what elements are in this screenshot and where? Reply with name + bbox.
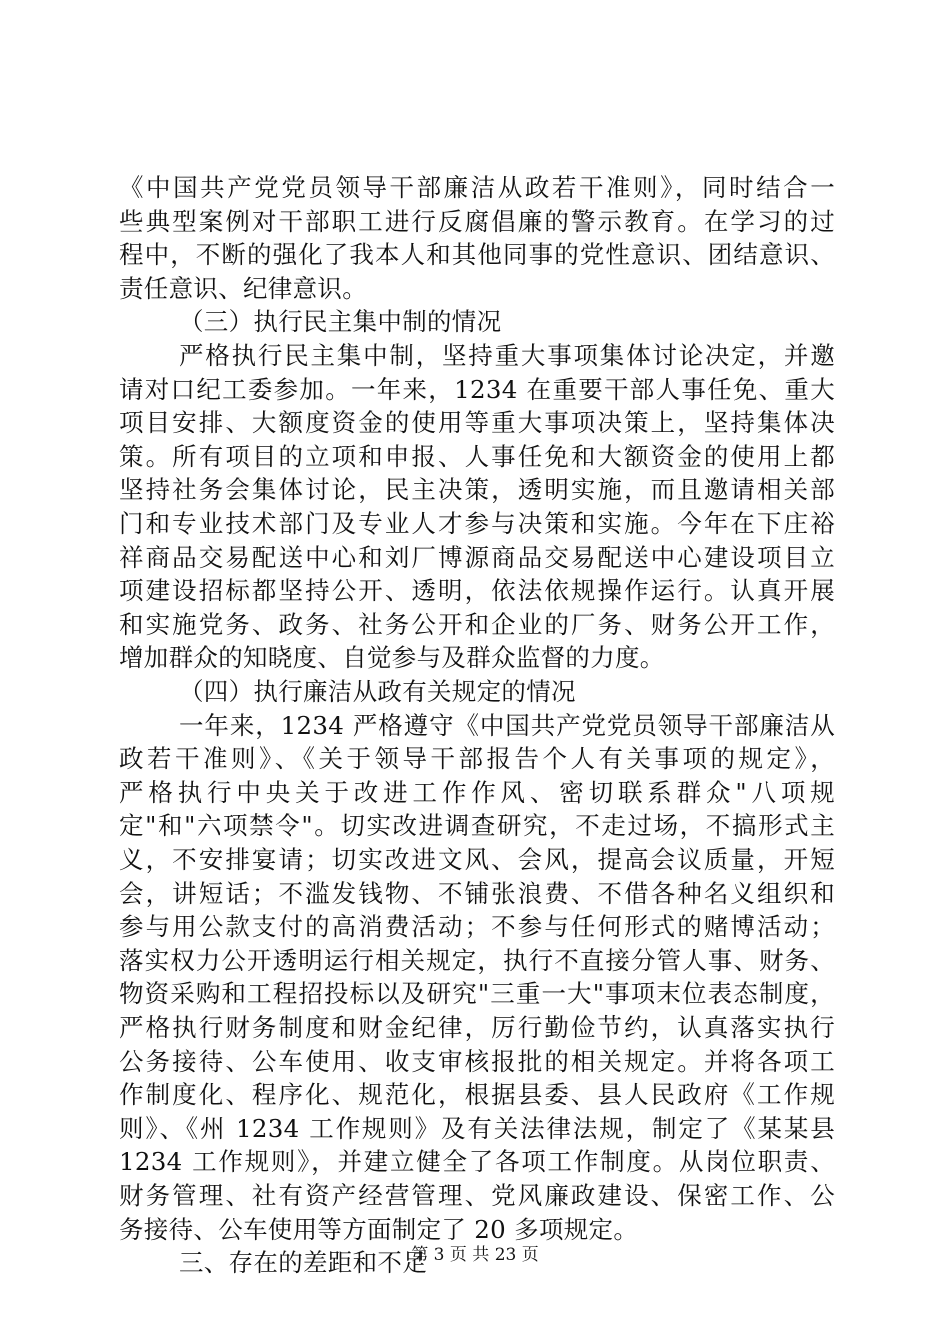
body-text-line: 1234 工作规则》，并建立健全了各项工作制度。从岗位职责、: [119, 1147, 835, 1177]
body-text-line: 定"和"六项禁令"。切实改进调查研究，不走过场，不搞形式主: [119, 811, 835, 841]
body-text-line: 责任意识、纪律意识。: [119, 273, 367, 303]
body-text-line: 严格执行财务制度和财金纪律，厉行勤俭节约，认真落实执行: [119, 1013, 835, 1042]
body-text-line: 和实施党务、政务、社务公开和企业的厂务、财务公开工作，: [119, 609, 835, 639]
body-text-line: 物资采购和工程招投标以及研究"三重一大"事项末位表态制度，: [119, 979, 835, 1009]
body-text-line: 作制度化、程序化、规范化，根据县委、县人民政府《工作规: [119, 1080, 835, 1110]
body-text-line: 坚持社务会集体讨论，民主决策，透明实施，而且邀请相关部: [119, 475, 835, 505]
body-text-line: 则》、《州 1234 工作规则》及有关法律法规，制定了《某某县: [119, 1113, 835, 1143]
body-text-line: 严格执行民主集中制，坚持重大事项集体讨论决定，并邀: [179, 341, 835, 370]
body-text-line: 落实权力公开透明运行相关规定，执行不直接分管人事、财务、: [119, 945, 835, 975]
section-heading: 三、存在的差距和不足: [179, 1248, 427, 1278]
body-text-line: 会，讲短话；不滥发钱物、不铺张浪费、不借各种名义组织和: [119, 878, 835, 908]
body-text-line: 项目安排、大额度资金的使用等重大事项决策上，坚持集体决: [119, 408, 835, 438]
body-text-line: 请对口纪工委参加。一年来，1234 在重要干部人事任免、重大: [119, 374, 835, 404]
section-heading: （三）执行民主集中制的情况: [179, 307, 502, 337]
body-text-line: 义，不安排宴请；切实改进文风、会风，提高会议质量，开短: [119, 845, 835, 874]
body-text-line: 门和专业技术部门及专业人才参与决策和实施。今年在下庄裕: [119, 509, 835, 538]
body-text-line: 公务接待、公车使用、收支审核报批的相关规定。并将各项工: [119, 1046, 835, 1076]
body-text-line: 严格执行中央关于改进工作作风、密切联系群众"八项规: [119, 777, 835, 807]
body-text-line: 增加群众的知晓度、自觉参与及群众监督的力度。: [119, 643, 665, 673]
body-text-line: 一年来，1234 严格遵守《中国共产党党员领导干部廉洁从: [179, 710, 835, 740]
body-text-line: 程中，不断的强化了我本人和其他同事的党性意识、团结意识、: [119, 240, 835, 270]
body-text-line: 《中国共产党党员领导干部廉洁从政若干准则》，同时结合一: [119, 173, 835, 202]
page-number-footer: 第 3 页 共 23 页: [411, 1245, 539, 1265]
body-text-line: 策。所有项目的立项和申报、人事任免和大额资金的使用上都: [119, 441, 835, 471]
body-text-line: 政若干准则》、《关于领导干部报告个人有关事项的规定》，: [119, 744, 835, 774]
section-heading: （四）执行廉洁从政有关规定的情况: [179, 677, 576, 706]
body-text-line: 务接待、公车使用等方面制定了 20 多项规定。: [119, 1214, 639, 1244]
body-text-line: 些典型案例对干部职工进行反腐倡廉的警示教育。在学习的过: [119, 206, 835, 236]
body-text-line: 祥商品交易配送中心和刘厂博源商品交易配送中心建设项目立: [119, 542, 835, 572]
body-text-line: 财务管理、社有资产经营管理、党风廉政建设、保密工作、公: [119, 1181, 835, 1210]
body-text-line: 参与用公款支付的高消费活动；不参与任何形式的赌博活动；: [119, 912, 835, 942]
body-text-line: 项建设招标都坚持公开、透明，依法依规操作运行。认真开展: [119, 576, 835, 606]
